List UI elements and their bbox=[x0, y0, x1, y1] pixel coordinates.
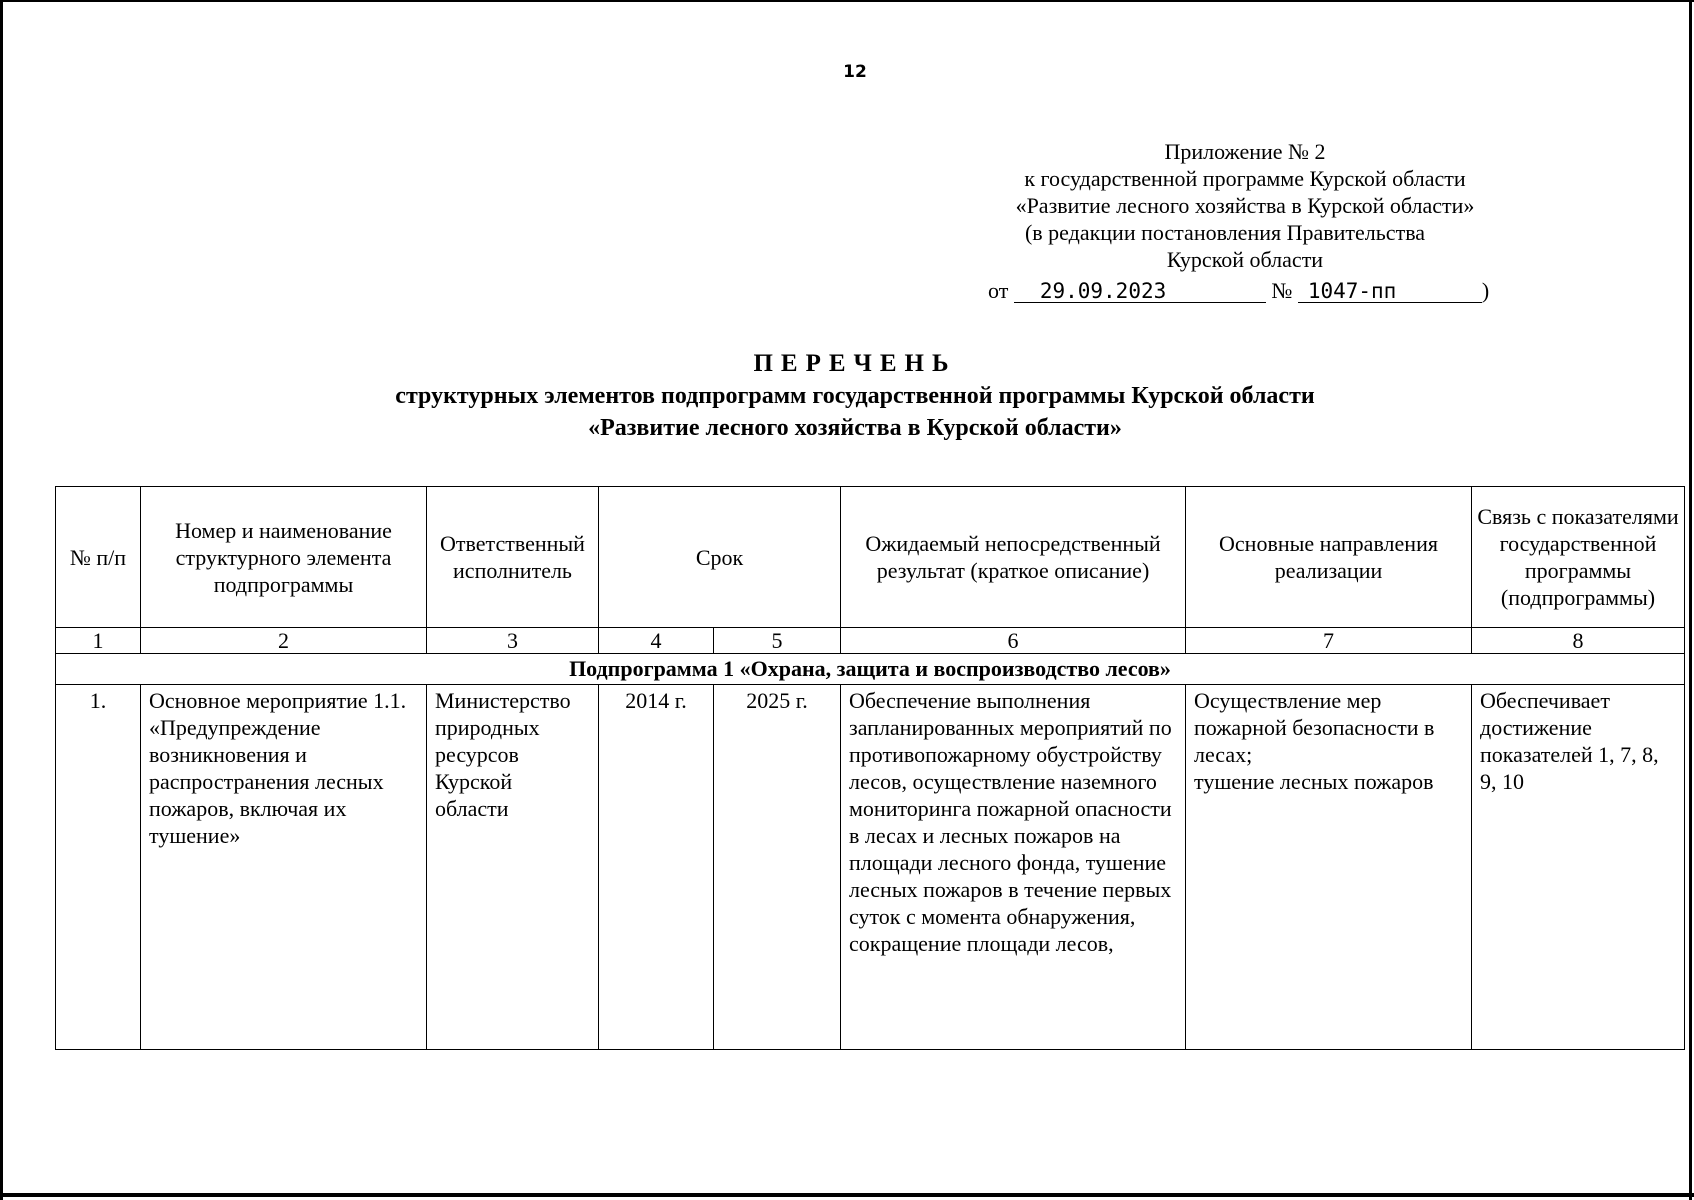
row-direction-1: Осуществление мер пожарной безопасности в лесах; bbox=[1194, 688, 1435, 767]
table-row bbox=[56, 685, 1685, 1050]
appendix-line-5: Курской области bbox=[1166, 247, 1324, 272]
document-title bbox=[0, 348, 1694, 444]
page-border-bottom bbox=[0, 1193, 1694, 1197]
header-term: Срок bbox=[599, 487, 841, 628]
column-number-row bbox=[56, 628, 1685, 654]
header-element-name: Номер и наименование структурного элемента подпрограммы bbox=[141, 487, 427, 628]
title-main: ПЕРЕЧЕНЬ bbox=[753, 350, 957, 377]
page-border-right bbox=[1689, 0, 1692, 1200]
page-border-left bbox=[0, 0, 3, 1200]
column-number: 5 bbox=[714, 628, 841, 654]
section-row bbox=[56, 654, 1685, 685]
structural-elements-table bbox=[55, 486, 1685, 1050]
column-number: 6 bbox=[841, 628, 1186, 654]
column-number: 4 bbox=[599, 628, 714, 654]
row-end-year: 2025 г. bbox=[714, 685, 841, 1050]
subprogram-title: Подпрограмма 1 «Охрана, защита и воспроизводство лесов» bbox=[56, 654, 1685, 685]
row-directions bbox=[1186, 685, 1472, 1050]
header-indicators: Связь с показателями государственной программы (подпрограммы) bbox=[1472, 487, 1685, 628]
row-executor: Министерство природных ресурсов Курской области bbox=[427, 685, 599, 1050]
resolution-date: 29.09.2023 bbox=[1014, 280, 1266, 303]
number-label: № bbox=[1271, 278, 1293, 303]
column-number: 1 bbox=[56, 628, 141, 654]
appendix-header bbox=[975, 138, 1515, 273]
title-subtitle-1: структурных элементов подпрограмм государственной программы Курской области bbox=[395, 383, 1315, 409]
header-directions: Основные направления реализации bbox=[1186, 487, 1472, 628]
table-header-row bbox=[56, 487, 1685, 628]
appendix-signature-line bbox=[988, 277, 1508, 304]
row-direction-2: тушение лесных пожаров bbox=[1194, 769, 1434, 794]
row-element-name: Основное мероприятие 1.1. «Предупреждение возникновения и распространения лесных пожаров, включая их тушение» bbox=[141, 685, 427, 1050]
column-number: 2 bbox=[141, 628, 427, 654]
header-expected-result: Ожидаемый непосредственный результат (краткое описание) bbox=[841, 487, 1186, 628]
appendix-line-4: (в редакции постановления Правительства bbox=[1024, 220, 1426, 245]
column-number: 3 bbox=[427, 628, 599, 654]
title-subtitle-2: «Развитие лесного хозяйства в Курской области» bbox=[588, 415, 1122, 441]
header-executor: Ответственный исполнитель bbox=[427, 487, 599, 628]
column-number: 8 bbox=[1472, 628, 1685, 654]
row-start-year: 2014 г. bbox=[599, 685, 714, 1050]
close-paren: ) bbox=[1481, 278, 1490, 303]
resolution-number: 1047-пп bbox=[1298, 280, 1482, 303]
from-label: от bbox=[988, 278, 1009, 303]
row-indicators: Обеспечивает достижение показателей 1, 7, 8, 9, 10 bbox=[1472, 685, 1685, 1050]
row-number: 1. bbox=[56, 685, 141, 1050]
column-number: 7 bbox=[1186, 628, 1472, 654]
page-border-top bbox=[0, 0, 1694, 2]
appendix-line-3: «Развитие лесного хозяйства в Курской области» bbox=[1015, 193, 1475, 218]
page-number: 12 bbox=[843, 62, 867, 82]
header-num: № п/п bbox=[56, 487, 141, 628]
appendix-line-1: Приложение № 2 bbox=[1164, 139, 1326, 164]
appendix-line-2: к государственной программе Курской области bbox=[1024, 166, 1466, 191]
row-expected-result: Обеспечение выполнения запланированных мероприятий по противопожарному обустройству лесов, осуществление наземного мониторинга пожарной опасности в лесах и лесных пожаров на площади лесного фонда, тушение лесных пожаров в течение первых суток с момента обнаружения, сокращение площади лесов, bbox=[841, 685, 1186, 1050]
